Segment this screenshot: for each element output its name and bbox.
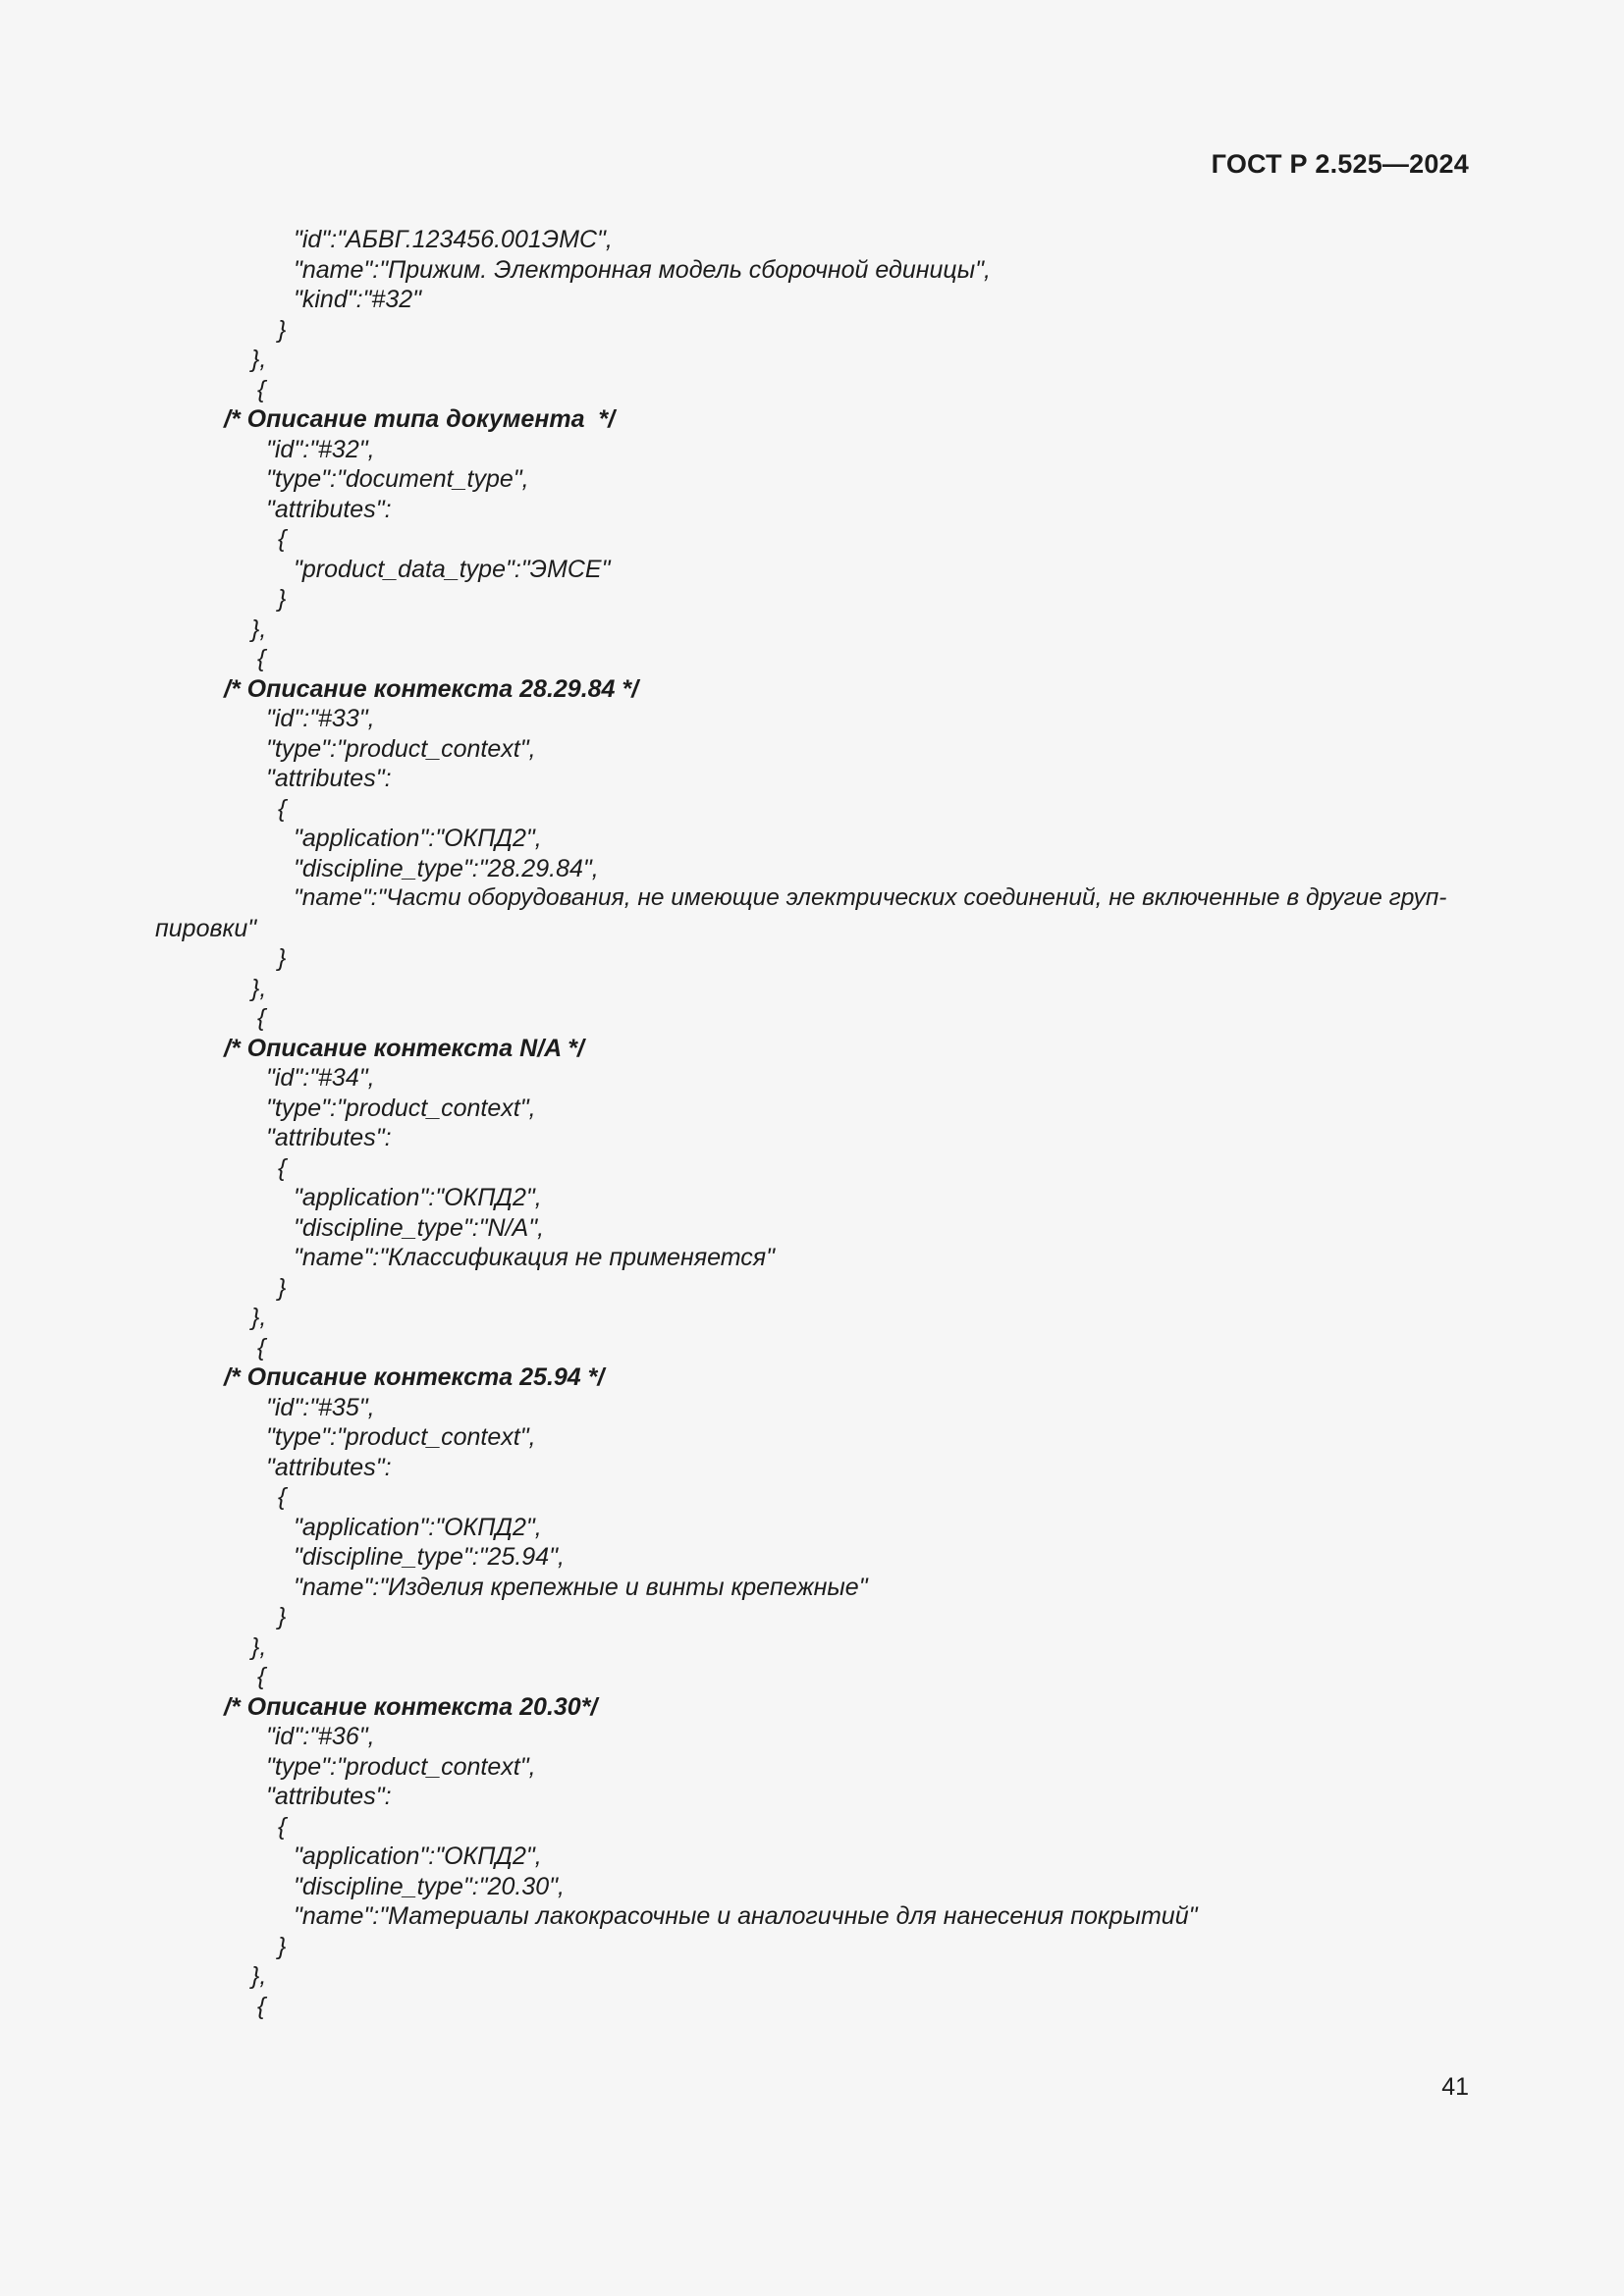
code-line: "application":"ОКПД2", xyxy=(294,1513,542,1541)
code-line: "name":"Материалы лакокрасочные и аналогичные для нанесения покрытий" xyxy=(294,1902,1198,1930)
code-line: { xyxy=(257,1992,266,2020)
code-line: } xyxy=(278,1603,287,1630)
code-line: "name":"Классификация не применяется" xyxy=(294,1244,775,1271)
code-line: }, xyxy=(251,1632,267,1661)
code-line: "id":"#33", xyxy=(266,705,375,732)
code-line: "discipline_type":"28.29.84", xyxy=(294,854,599,882)
code-line: }, xyxy=(251,974,267,1002)
code-line: "attributes": xyxy=(266,1453,392,1481)
code-line: "type":"product_context", xyxy=(266,1752,536,1781)
code-comment: /* Описание контекста 25.94 */ xyxy=(224,1363,605,1391)
code-line: "application":"ОКПД2", xyxy=(294,1184,542,1211)
code-line: }, xyxy=(251,346,267,373)
code-line: { xyxy=(257,645,266,672)
code-line: }, xyxy=(251,1304,267,1331)
code-line: "discipline_type":"20.30", xyxy=(294,1872,565,1900)
code-line: "discipline_type":"25.94", xyxy=(294,1543,565,1571)
code-line: "type":"product_context", xyxy=(266,1423,536,1451)
code-line: "id":"АБВГ.123456.001ЭМС", xyxy=(294,226,613,253)
code-line: пировки" xyxy=(155,914,257,942)
code-line: { xyxy=(257,1333,266,1362)
code-line: "name":"Прижим. Электронная модель сборочной единицы", xyxy=(294,255,991,284)
code-comment: /* Описание контекста N/A */ xyxy=(224,1034,584,1062)
code-line: "product_data_type":"ЭМСЕ" xyxy=(294,555,611,583)
code-line: "application":"ОКПД2", xyxy=(294,1842,542,1870)
code-line: "name":"Части оборудования, не имеющие электрических соединений, не включенные в другие груп- xyxy=(294,884,1447,911)
code-line: "kind":"#32" xyxy=(294,286,422,313)
code-line: { xyxy=(278,1153,287,1182)
code-line: "attributes": xyxy=(266,765,392,792)
code-line: }, xyxy=(251,1962,267,1990)
code-line: "application":"ОКПД2", xyxy=(294,825,542,852)
code-line: "attributes": xyxy=(266,495,392,523)
code-line: } xyxy=(278,1932,287,1960)
code-line: { xyxy=(257,375,266,403)
code-line: }, xyxy=(251,614,267,643)
code-comment: /* Описание типа документа */ xyxy=(224,405,616,433)
code-line: "type":"product_context", xyxy=(266,1094,536,1122)
code-line: "type":"product_context", xyxy=(266,734,536,763)
code-line: { xyxy=(278,1812,287,1841)
page-number: 41 xyxy=(1441,2073,1469,2101)
code-line: { xyxy=(278,794,287,823)
code-line: "id":"#36", xyxy=(266,1723,375,1750)
code-line: { xyxy=(257,1663,266,1690)
code-line: { xyxy=(278,525,287,553)
code-line: "id":"#35", xyxy=(266,1393,375,1421)
document-code-header: ГОСТ Р 2.525—2024 xyxy=(1211,149,1469,179)
code-line: "attributes": xyxy=(266,1783,392,1810)
code-line: "attributes": xyxy=(266,1124,392,1151)
code-line: "type":"document_type", xyxy=(266,465,529,493)
code-line: { xyxy=(278,1483,287,1511)
code-line: } xyxy=(278,585,287,613)
code-line: "id":"#32", xyxy=(266,435,375,463)
code-line: { xyxy=(257,1004,266,1032)
code-line: } xyxy=(278,315,287,344)
code-line: } xyxy=(278,1273,287,1302)
code-line: "name":"Изделия крепежные и винты крепежные" xyxy=(294,1573,868,1601)
code-line: } xyxy=(278,944,287,972)
code-comment: /* Описание контекста 20.30*/ xyxy=(224,1692,598,1721)
code-comment: /* Описание контекста 28.29.84 */ xyxy=(224,674,639,703)
code-line: "discipline_type":"N/A", xyxy=(294,1213,545,1242)
code-line: "id":"#34", xyxy=(266,1064,375,1092)
